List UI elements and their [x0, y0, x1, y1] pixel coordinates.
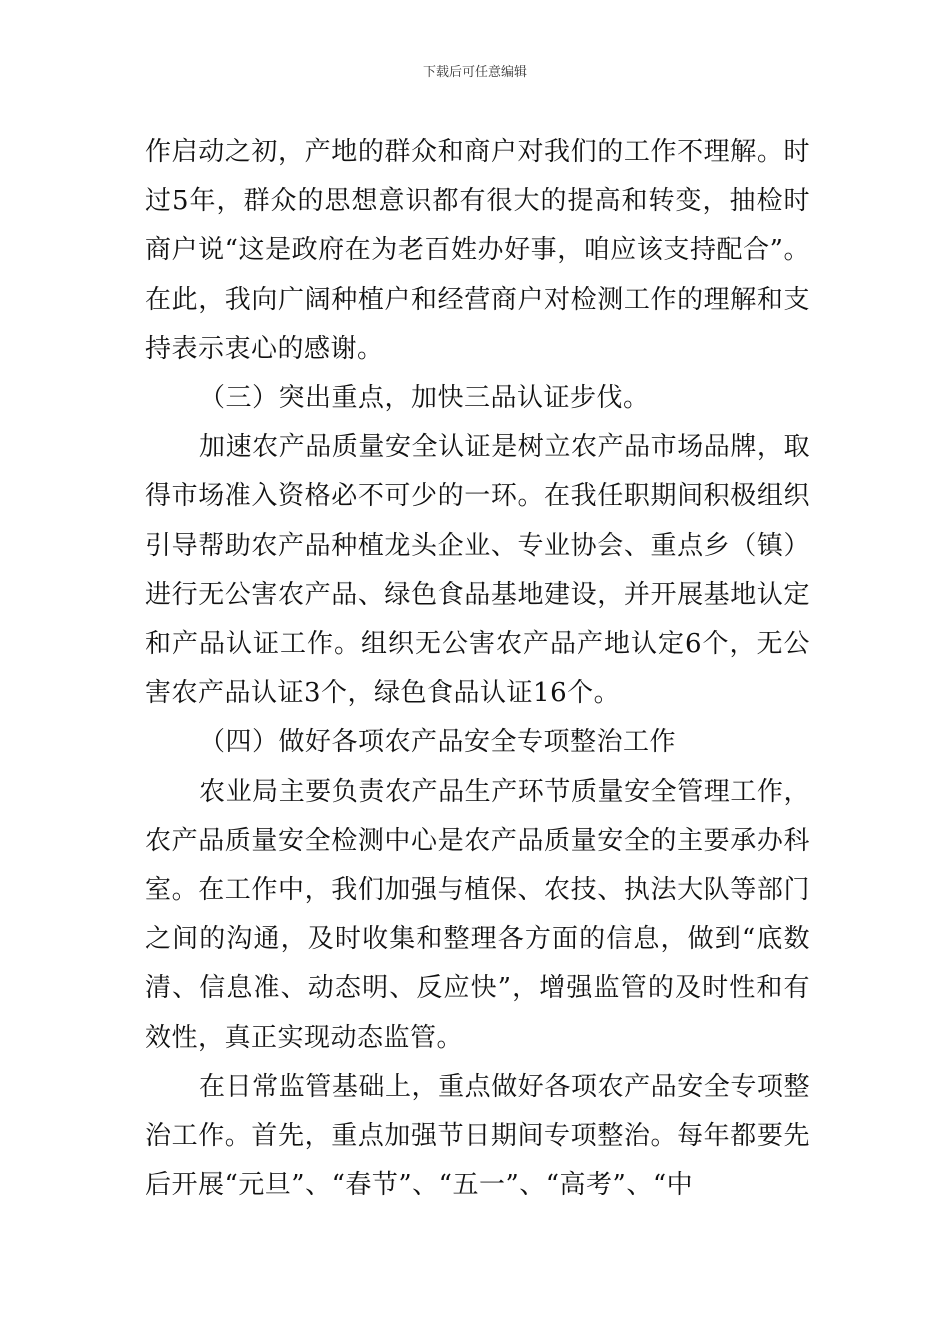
- paragraph-3: 农业局主要负责农产品生产环节质量安全管理工作，农产品质量安全检测中心是农产品质量安全的主要承办科室。在工作中，我们加强与植保、农技、执法大队等部门之间的沟通，及时收集和整理各方面的信息，做到“底数清、信息准、动态明、反应快”，增强监管的及时性和有效性，真正实现动态监管。: [145, 776, 810, 1053]
- document-body: [145, 128, 810, 1210]
- page-header: 下载后可任意编辑: [422, 65, 527, 80]
- section-heading-3: （三）突出重点，加快三品认证步伐。: [199, 383, 650, 414]
- paragraph-2: 加速农产品质量安全认证是树立农产品市场品牌，取得市场准入资格必不可少的一环。在我任职期间积极组织引导帮助农产品种植龙头企业、专业协会、重点乡（镇）进行无公害农产品、绿色食品基地建设，并开展基地认定和产品认证工作。组织无公害农产品产地认定6个，无公害农产品认证3个，绿色食品认证16个。: [145, 432, 810, 709]
- section-heading-4: （四）做好各项农产品安全专项整治工作: [199, 727, 677, 758]
- paragraph-1: 作启动之初，产地的群众和商户对我们的工作不理解。时过5年，群众的思想意识都有很大的提高和转变，抽检时商户说“这是政府在为老百姓办好事，咱应该支持配合”。在此，我向广阔种植户和经营商户对检测工作的理解和支持表示衷心的感谢。: [145, 137, 810, 364]
- paragraph-4: 在日常监管基础上，重点做好各项农产品安全专项整治工作。首先，重点加强节日期间专项整治。每年都要先后开展“元旦”、“春节”、“五一”、“高考”、“中: [145, 1071, 810, 1201]
